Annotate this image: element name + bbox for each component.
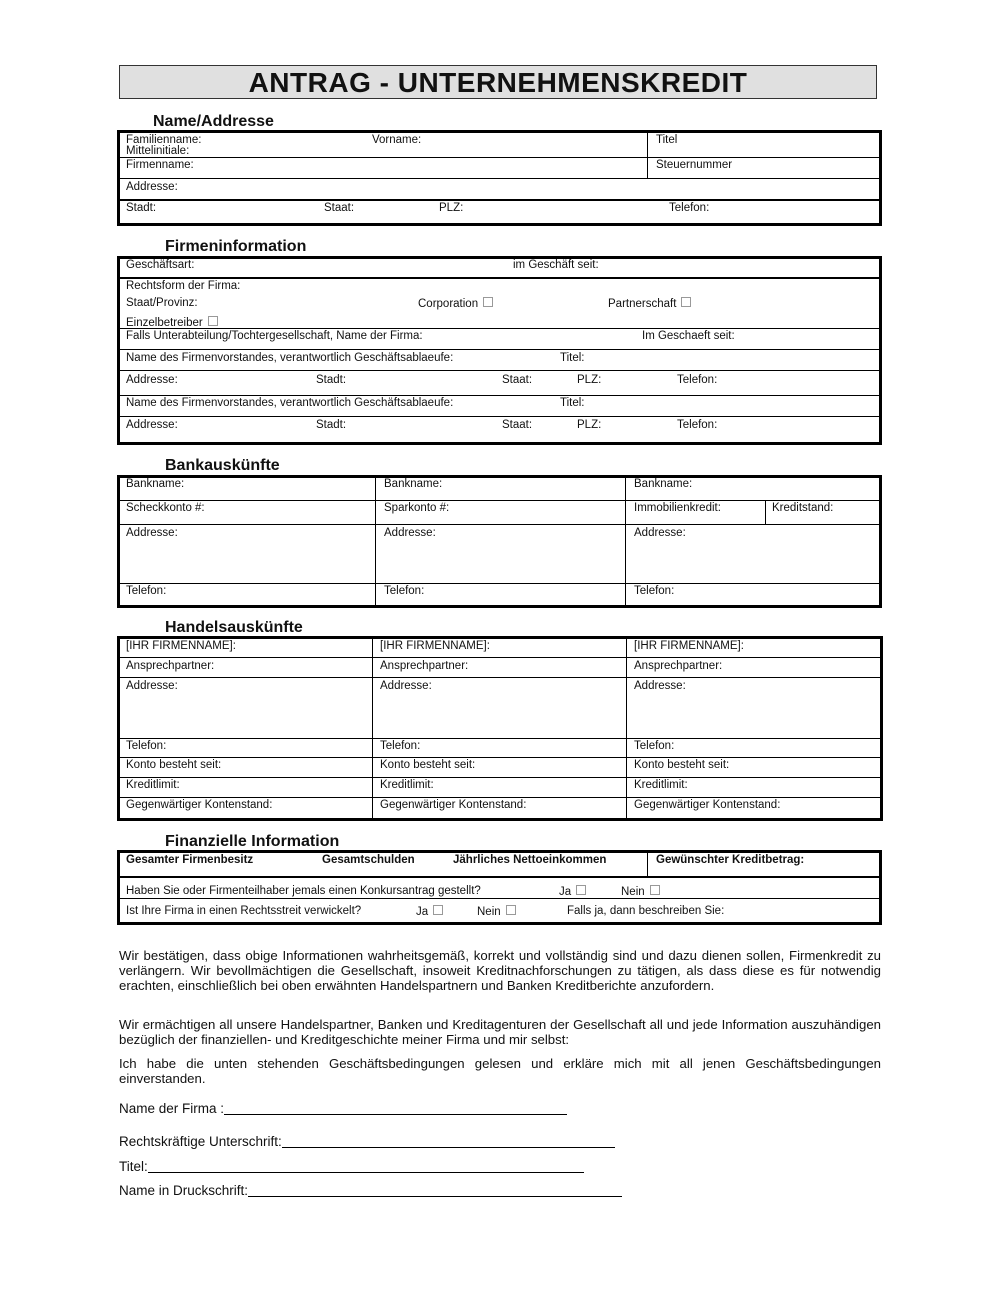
vorstand2-addresse-field[interactable]: Addresse:	[126, 419, 178, 431]
im-geschaeft-seit-field[interactable]: im Geschäft seit:	[513, 259, 599, 271]
section-heading-fin: Finanzielle Information	[165, 833, 340, 850]
rechtsstreit-ja-checkbox[interactable]	[433, 905, 443, 915]
trade3-addresse-field[interactable]: Addresse:	[634, 680, 686, 692]
trade3-konto-seit-field[interactable]: Konto besteht seit:	[634, 759, 730, 771]
konkurs-nein-checkbox[interactable]	[650, 885, 660, 895]
rechtsstreit-ja-option[interactable]	[416, 905, 443, 918]
section-heading-trade: Handelsauskünfte	[165, 619, 303, 636]
vorstand2-telefon-field[interactable]: Telefon:	[677, 419, 718, 431]
section-heading-firm: Firmeninformation	[165, 238, 307, 255]
kreditbetrag-field[interactable]: Gewünschter Kreditbetrag:	[656, 854, 805, 866]
staat-field[interactable]: Staat:	[324, 202, 355, 214]
trade2-konto-seit-field[interactable]: Konto besteht seit:	[380, 759, 476, 771]
trade1-kreditlimit-field[interactable]: Kreditlimit:	[126, 779, 180, 791]
rechtsstreit-question: Ist Ihre Firma in einen Rechtsstreit verwickelt?	[126, 905, 362, 917]
druckschrift-row	[119, 1182, 622, 1198]
trade3-firmenname-field[interactable]: [IHR FIRMENNAME]:	[634, 640, 744, 652]
konkurs-ja-checkbox[interactable]	[576, 885, 586, 895]
rechtsform-label: Rechtsform der Firma:	[126, 280, 241, 292]
mittelinitiale-field[interactable]: Mittelinitiale:	[126, 145, 190, 157]
corporation-option[interactable]	[418, 297, 493, 310]
rechtsstreit-ja-label: Ja	[416, 906, 429, 918]
bank2-telefon-field[interactable]: Telefon:	[384, 585, 425, 597]
konkurs-ja-option[interactable]	[559, 885, 586, 898]
einzelbetreiber-option[interactable]	[126, 316, 218, 329]
trade3-kreditlimit-field[interactable]: Kreditlimit:	[634, 779, 688, 791]
corporation-label: Corporation	[418, 298, 479, 310]
firma-input-line[interactable]	[224, 1100, 567, 1115]
bank3-name-field[interactable]: Bankname:	[634, 478, 693, 490]
trade2-ansprechpartner-field[interactable]: Ansprechpartner:	[380, 660, 469, 672]
bank2-name-field[interactable]: Bankname:	[384, 478, 443, 490]
vorstand2-titel-field[interactable]: Titel:	[560, 397, 585, 409]
unterabteilung-field[interactable]: Falls Unterabteilung/Tochtergesellschaft, Name der Firma:	[126, 330, 423, 342]
rechtsstreit-nein-label: Nein	[477, 906, 501, 918]
vorstand1-stadt-field[interactable]: Stadt:	[316, 374, 347, 386]
titel-field[interactable]: Titel	[656, 134, 678, 146]
im-geschaeft-seit2-field[interactable]: Im Geschaeft seit:	[642, 330, 735, 342]
partnerschaft-option[interactable]	[608, 297, 691, 310]
druckschrift-input-line[interactable]	[248, 1182, 622, 1197]
telefon-field[interactable]: Telefon:	[669, 202, 710, 214]
trade1-addresse-field[interactable]: Addresse:	[126, 680, 178, 692]
vorstand1-staat-field[interactable]: Staat:	[502, 374, 533, 386]
geschaeftsart-field[interactable]: Geschäftsart:	[126, 259, 195, 271]
beschreiben-field[interactable]: Falls ja, dann beschreiben Sie:	[567, 905, 725, 917]
trade3-kontostand-field[interactable]: Gegenwärtiger Kontenstand:	[634, 799, 781, 811]
stadt-field[interactable]: Stadt:	[126, 202, 157, 214]
trade1-kontostand-field[interactable]: Gegenwärtiger Kontenstand:	[126, 799, 273, 811]
vorname-field[interactable]: Vorname:	[372, 134, 422, 146]
rechtsstreit-nein-checkbox[interactable]	[506, 905, 516, 915]
trade2-kontostand-field[interactable]: Gegenwärtiger Kontenstand:	[380, 799, 527, 811]
declaration-paragraph-1: Wir bestätigen, dass obige Informationen wahrheitsgemäß, korrekt und vollständig sind und dazu dienen sollen, Firmenkredit zu verlängern. Wir bevollmächtigen die Gesellschaft, insoweit Kreditnachforschungen zu tätigen, als dass diese es für notwendig erachten, einschließlich bei oben erwähnten Handelspartnern und Banken Kreditberichte anzufordern.	[119, 948, 881, 993]
konkurs-ja-label: Ja	[559, 886, 572, 898]
bank1-telefon-field[interactable]: Telefon:	[126, 585, 167, 597]
firma-signature-row	[119, 1100, 567, 1116]
vorstand1-telefon-field[interactable]: Telefon:	[677, 374, 718, 386]
immobilienkredit-field[interactable]: Immobilienkredit:	[634, 502, 721, 514]
nettoeinkommen-field[interactable]: Jährliches Nettoeinkommen	[453, 854, 607, 866]
vorstand1-field[interactable]: Name des Firmenvorstandes, verantwortlich Geschäftsablaeufe:	[126, 352, 454, 364]
declaration-paragraph-2: Wir ermächtigen all unsere Handelspartner, Banken und Kreditagenturen der Gesellschaft all und jede Information auszuhändigen bezüglich der finanziellen- und Kreditgeschichte meiner Firma und mir selbst:	[119, 1017, 881, 1047]
staat-provinz-field[interactable]: Staat/Provinz:	[126, 297, 198, 309]
vorstand1-addresse-field[interactable]: Addresse:	[126, 374, 178, 386]
druckschrift-label: Name in Druckschrift:	[119, 1183, 249, 1198]
bank-info-box	[117, 475, 882, 608]
unterschrift-row	[119, 1133, 615, 1149]
trade1-telefon-field[interactable]: Telefon:	[126, 740, 167, 752]
page-title: ANTRAG - UNTERNEHMENSKREDIT	[119, 65, 877, 99]
firmenname-field[interactable]: Firmenname:	[126, 159, 194, 171]
trade1-ansprechpartner-field[interactable]: Ansprechpartner:	[126, 660, 215, 672]
partnerschaft-checkbox[interactable]	[681, 297, 691, 307]
kreditstand-field[interactable]: Kreditstand:	[772, 502, 834, 514]
trade2-kreditlimit-field[interactable]: Kreditlimit:	[380, 779, 434, 791]
titel-signature-label: Titel:	[119, 1159, 148, 1174]
unterschrift-label: Rechtskräftige Unterschrift:	[119, 1134, 282, 1149]
vorstand1-titel-field[interactable]: Titel:	[560, 352, 585, 364]
trade2-firmenname-field[interactable]: [IHR FIRMENNAME]:	[380, 640, 490, 652]
declaration-paragraph-3: Ich habe die unten stehenden Geschäftsbedingungen gelesen und erkläre mich mit all jenen Geschäftsbedingungen einverstanden.	[119, 1056, 881, 1086]
einzelbetreiber-label: Einzelbetreiber	[126, 317, 203, 329]
bank2-addresse-field[interactable]: Addresse:	[384, 527, 436, 539]
firmenbesitz-field[interactable]: Gesamter Firmenbesitz	[126, 854, 254, 866]
gesamtschulden-field[interactable]: Gesamtschulden	[322, 854, 415, 866]
trade1-konto-seit-field[interactable]: Konto besteht seit:	[126, 759, 222, 771]
titel-input-line[interactable]	[148, 1158, 584, 1173]
firma-label: Name der Firma :	[119, 1101, 225, 1116]
bank3-telefon-field[interactable]: Telefon:	[634, 585, 675, 597]
vorstand2-stadt-field[interactable]: Stadt:	[316, 419, 347, 431]
vorstand1-plz-field[interactable]: PLZ:	[577, 374, 602, 386]
unterschrift-input-line[interactable]	[282, 1133, 615, 1148]
bank1-name-field[interactable]: Bankname:	[126, 478, 185, 490]
konkurs-question: Haben Sie oder Firmenteilhaber jemals einen Konkursantrag gestellt?	[126, 885, 481, 897]
vorstand2-field[interactable]: Name des Firmenvorstandes, verantwortlich Geschäftsablaeufe:	[126, 397, 454, 409]
plz-field[interactable]: PLZ:	[439, 202, 464, 214]
titel-signature-row	[119, 1158, 584, 1174]
corporation-checkbox[interactable]	[483, 297, 493, 307]
section-heading-bank: Bankauskünfte	[165, 457, 280, 474]
steuernummer-field[interactable]: Steuernummer	[656, 159, 733, 171]
konkurs-nein-label: Nein	[621, 886, 645, 898]
familienname-field[interactable]: Familienname:	[126, 134, 202, 146]
vorstand2-staat-field[interactable]: Staat:	[502, 419, 533, 431]
trade1-firmenname-field[interactable]: [IHR FIRMENNAME]:	[126, 640, 236, 652]
bank1-addresse-field[interactable]: Addresse:	[126, 527, 178, 539]
partnerschaft-label: Partnerschaft	[608, 298, 677, 310]
trade2-addresse-field[interactable]: Addresse:	[380, 680, 432, 692]
konkurs-nein-option[interactable]	[621, 885, 660, 898]
trade3-telefon-field[interactable]: Telefon:	[634, 740, 675, 752]
einzelbetreiber-checkbox[interactable]	[208, 316, 218, 326]
trade-info-box	[117, 636, 883, 821]
sparkonto-field[interactable]: Sparkonto #:	[384, 502, 450, 514]
addresse-field[interactable]: Addresse:	[126, 181, 178, 193]
trade2-telefon-field[interactable]: Telefon:	[380, 740, 421, 752]
bank3-addresse-field[interactable]: Addresse:	[634, 527, 686, 539]
section-heading-name: Name/Addresse	[153, 113, 274, 130]
vorstand2-plz-field[interactable]: PLZ:	[577, 419, 602, 431]
scheckkonto-field[interactable]: Scheckkonto #:	[126, 502, 205, 514]
trade3-ansprechpartner-field[interactable]: Ansprechpartner:	[634, 660, 723, 672]
rechtsstreit-nein-option[interactable]	[477, 905, 516, 918]
